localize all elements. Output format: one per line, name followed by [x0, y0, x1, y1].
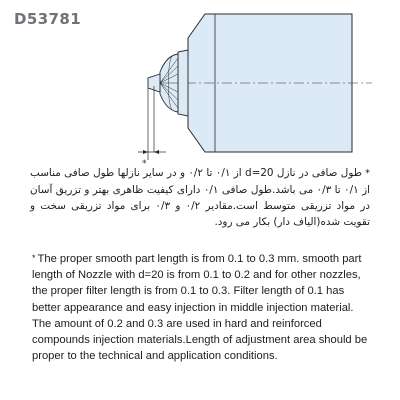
persian-note-paragraph — [30, 165, 370, 230]
dimension-arrow-left — [143, 150, 148, 154]
dimension-arrow-right — [154, 150, 159, 154]
english-note-marker: * — [32, 253, 36, 263]
persian-note-text: طول صافی در نازل d=20 از ۰/۱ تا ۰/۲ و در سایر نازلها طول صافی مناسب از ۰/۱ تا ۰/۳ می باشد.طول صافی ۰/۱ دارای کیفیت ظاهری بهتر و تزریق آسان در مواد تزریقی متوسط است.مقادیر ۰/۲ و ۰/۳ برای مواد تزریقی سخت و تقویت شده(الیاف دار) بکار می رود. — [30, 167, 371, 228]
product-code: D53781 — [14, 10, 82, 28]
nozzle-neck — [178, 50, 188, 116]
persian-note-marker: * — [365, 168, 370, 179]
english-note-paragraph — [32, 250, 368, 364]
dimension-note-marker: * — [142, 159, 147, 169]
english-note-text: The proper smooth part length is from 0.1 to 0.3 mm. smooth part length of Nozzle with d=20 is from 0.1 to 0.2 and for other nozzles, the proper filter length is from 0.1 to 0.3. Filter length of 0.1 has better appearance and easy injection in middle injection material. The amount of 0.2 and 0.3 are used in hard and reinforced compounds injection materials.Length of adjustment area should be proper to the technical and application conditions. — [32, 253, 368, 363]
